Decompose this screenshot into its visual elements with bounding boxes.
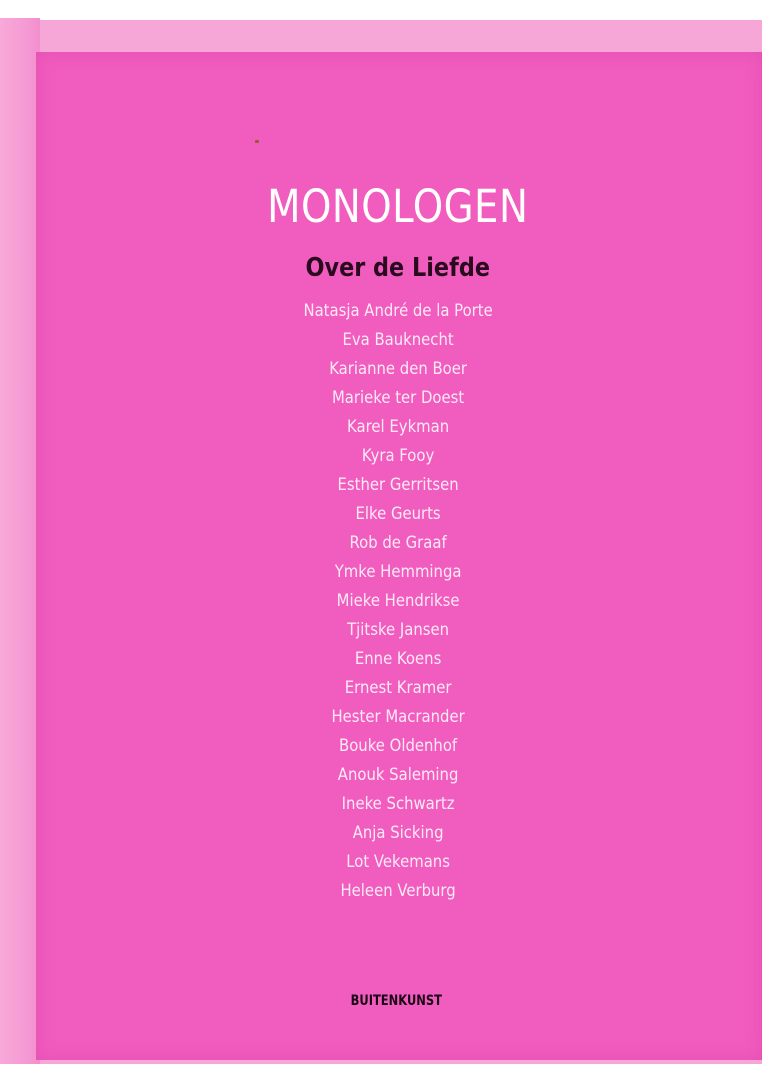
author-name: Natasja André de la Porte (303, 301, 493, 320)
author-name: Kyra Fooy (361, 446, 435, 465)
author-name: Marieke ter Doest (331, 388, 465, 407)
dust-speck (255, 140, 259, 143)
spine-edge (0, 18, 40, 1064)
author-name: Lot Vekemans (346, 852, 450, 871)
author-name: Ernest Kramer (344, 678, 452, 697)
author-list (36, 298, 762, 907)
book-subtitle: Over de Liefde (305, 253, 490, 283)
author-name: Mieke Hendrikse (336, 591, 460, 610)
author-name: Heleen Verburg (340, 881, 456, 900)
publisher-name: BUITENKUNST (350, 993, 442, 1009)
author-name: Rob de Graaf (349, 533, 447, 552)
author-name: Karianne den Boer (329, 359, 467, 378)
author-name: Anouk Saleming (337, 765, 459, 784)
author-name: Eva Bauknecht (342, 330, 454, 349)
author-name: Anja Sicking (352, 823, 444, 842)
author-name: Esther Gerritsen (337, 475, 459, 494)
author-name: Karel Eykman (347, 417, 450, 436)
author-name: Ineke Schwartz (341, 794, 455, 813)
book-title: MONOLOGEN (267, 180, 529, 233)
author-name: Hester Macrander (331, 707, 465, 726)
author-name: Elke Geurts (355, 504, 441, 523)
author-name: Ymke Hemminga (334, 562, 462, 581)
author-name: Bouke Oldenhof (339, 736, 458, 755)
author-name: Enne Koens (354, 649, 442, 668)
author-name: Tjitske Jansen (347, 620, 450, 639)
